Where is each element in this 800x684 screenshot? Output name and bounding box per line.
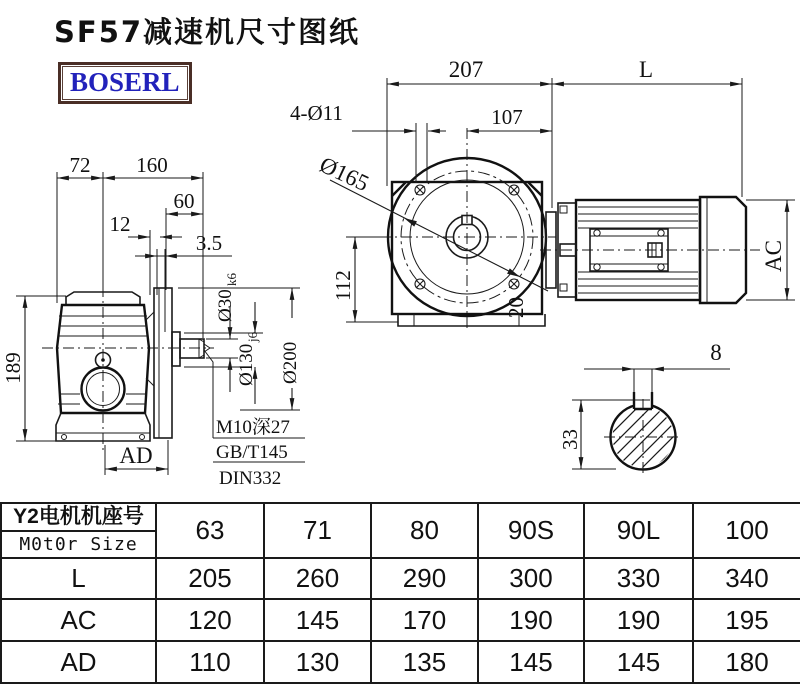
page-title: SF57减速机尺寸图纸 [54, 15, 361, 49]
dim-key-width: 8 [710, 340, 722, 365]
table-cell: 145 [264, 599, 371, 641]
dim-L: L [638, 57, 654, 82]
dimension-table [0, 502, 800, 684]
table-cell: 145 [478, 641, 584, 683]
table-cell: 300 [478, 558, 584, 599]
table-cell: 130 [264, 641, 371, 683]
side-flange-plate [154, 288, 172, 438]
note-din-standard: DIN332 [219, 468, 282, 489]
dim-spigot-tol: j6 [245, 331, 260, 342]
front-view [290, 57, 742, 332]
row-label: AC [1, 599, 156, 641]
dim-flange-dia: Ø200 [280, 341, 301, 384]
motor-size-label-cn: Y2电机机座号 [2, 504, 155, 532]
table-cell: 330 [584, 558, 693, 599]
table-cell: 340 [693, 558, 800, 599]
table-row-AC [1, 599, 800, 641]
col-header: 71 [264, 503, 371, 558]
shaft-section [558, 340, 766, 480]
col-header: 63 [156, 503, 264, 558]
note-tap-hole: M10深27 [216, 417, 290, 438]
dim-bolt-circle-dia: Ø165 [315, 151, 373, 197]
table-cell: 190 [478, 599, 584, 641]
table-cell: 170 [371, 599, 478, 641]
dim-207: 207 [448, 57, 484, 82]
dim-72: 72 [69, 153, 91, 177]
table-cell: 260 [264, 558, 371, 599]
table-cell: 180 [693, 641, 800, 683]
motor-view [540, 197, 795, 303]
boserl-logo-text: BOSERL [62, 66, 188, 100]
table-cell: 120 [156, 599, 264, 641]
dim-12: 12 [109, 212, 131, 236]
col-header: 100 [693, 503, 800, 558]
side-view [1, 153, 305, 489]
col-header: 90S [478, 503, 584, 558]
motor-size-label-en: M0t0r Size [19, 534, 138, 555]
table-header-row [1, 503, 800, 558]
dim-160: 160 [136, 153, 168, 177]
table-row-AD [1, 641, 800, 683]
dim-60: 60 [173, 189, 195, 213]
dim-189: 189 [1, 352, 25, 384]
col-header: 80 [371, 503, 478, 558]
table-row-L [1, 558, 800, 599]
side-flange-spigot [172, 332, 180, 366]
dim-spigot-dia: Ø130 [236, 343, 257, 386]
note-gb-standard: GB/T145 [216, 442, 288, 463]
table-cell: 205 [156, 558, 264, 599]
shaft-hatching [565, 370, 766, 480]
row-label: AD [1, 641, 156, 683]
dim-3-5: 3.5 [195, 231, 223, 255]
dim-key-depth: 33 [558, 429, 582, 450]
dim-112: 112 [331, 270, 355, 301]
table-cell: 135 [371, 641, 478, 683]
col-header: 90L [584, 503, 693, 558]
dim-shaft-dia: Ø30 [215, 289, 236, 322]
dim-107: 107 [491, 105, 523, 129]
table-cell: 145 [584, 641, 693, 683]
dim-AC: AC [761, 240, 786, 272]
table-cell: 190 [584, 599, 693, 641]
dim-shaft-tol: k6 [224, 273, 239, 286]
motor-size-header-cell [1, 503, 156, 558]
row-label: L [1, 558, 156, 599]
dim-AD: AD [119, 443, 153, 468]
table-cell: 290 [371, 558, 478, 599]
table-cell: 195 [693, 599, 800, 641]
dim-bolt-holes: 4-Ø11 [290, 101, 343, 125]
dim-20: 20 [504, 297, 528, 318]
table-cell: 110 [156, 641, 264, 683]
